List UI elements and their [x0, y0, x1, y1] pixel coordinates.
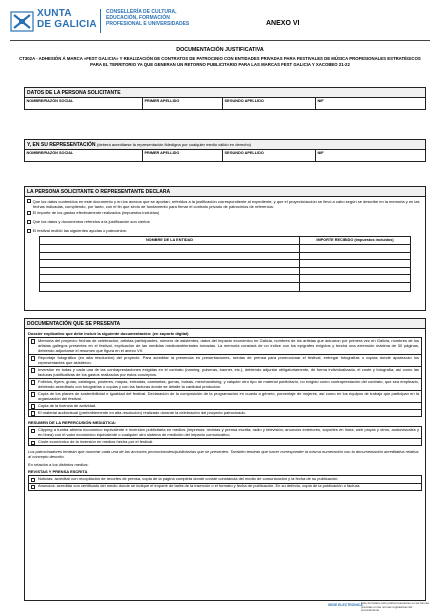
aid-amount-cell[interactable]	[300, 260, 410, 267]
declaration-text-1: Que los datos contenidos en este documento y en los anexos que se aportan, referidos a la justificación correspondiente al expediente, y que el proyecto/acción se llevó a cabo según se describe en la memoria y en las fechas indicadas, cumpliendo, por tanto, con el fin que sirvió de fundamento para firmar el contrato privado de patrocinios de referencia.	[32, 198, 420, 209]
dossier-checkbox-6[interactable]	[31, 404, 35, 408]
dossier-intro: Dossier explicativo que debe incluir la siguiente documentación: (en soporte digital)	[28, 330, 189, 336]
media-text-1: Clipping a tumba abierta económico equivalente e inversión publicitaria en medios (impresos: revistas y prensa escrita; radio y televisión; anuncios exteriores, soportes en línea, web propia y otros, audiovisuales y en línea) con el valor económico equivalente o cualquier otro sistema de medición del impacto comunicativo.	[38, 426, 419, 437]
media-checkbox-1[interactable]	[31, 429, 35, 433]
press-checkbox-1[interactable]	[31, 478, 35, 482]
aid-table-row	[40, 253, 410, 261]
aid-table-row	[40, 275, 410, 283]
representative-note: (deberá acreditarse la representación fidedigna por cualquier medio válido en derecho)	[96, 141, 252, 147]
media-checkbox-2[interactable]	[31, 441, 35, 445]
aid-entity-cell[interactable]	[40, 245, 300, 252]
declaration-section-title: LA PERSONA SOLICITANTE O REPRESENTANTE DECLARA	[25, 187, 425, 197]
documentation-section-title: DOCUMENTACIÓN QUE SE PRESENTA	[25, 319, 425, 329]
dossier-checkbox-3[interactable]	[31, 368, 35, 372]
representative-fields	[25, 150, 425, 161]
applicant-surname1-field[interactable]: PRIMER APELLIDO	[143, 98, 223, 109]
press-text-1: Noticias: acreditar con recopilación de recortes de prensa, copia de la página completa donde conste constancia del medio de comunicación y la fecha de su publicación.	[38, 476, 339, 482]
press-list	[28, 475, 422, 490]
aid-entity-cell[interactable]	[40, 260, 300, 267]
media-list	[28, 426, 422, 446]
department-line2: EDUCACIÓN, FORMACIÓN	[106, 15, 170, 21]
aid-amount-cell[interactable]	[300, 268, 410, 275]
aid-entity-cell[interactable]	[40, 268, 300, 275]
press-heading: REVISTAS Y PRENSA ESCRITA	[28, 468, 88, 474]
media-item-clipping	[29, 427, 421, 439]
declaration-checkbox-1[interactable]	[27, 199, 31, 203]
xunta-logo	[10, 8, 102, 36]
representative-nif-field[interactable]: NIF	[317, 151, 324, 156]
dossier-item-investment	[29, 367, 421, 379]
press-checkbox-2[interactable]	[31, 485, 35, 489]
aid-amount-cell[interactable]	[300, 253, 410, 260]
declaration-section	[24, 186, 426, 311]
aid-table	[39, 236, 411, 291]
aid-table-body	[40, 245, 410, 291]
aid-amount-cell[interactable]	[300, 245, 410, 252]
declaration-checkbox-2[interactable]	[27, 211, 31, 215]
logo-text	[37, 8, 97, 30]
representative-name-field[interactable]: NOMBRE/RAZÓN SOCIAL	[25, 150, 143, 161]
aid-entity-cell[interactable]	[40, 275, 300, 282]
media-text-2: Coste económico de la inversión en medios hecha por el festival.	[38, 438, 154, 444]
declaration-text-2: El importe de los gastos efectivamente realizados (impuestos incluidos)	[32, 210, 160, 216]
representative-surname1-field[interactable]: PRIMER APELLIDO	[143, 150, 223, 161]
footer	[328, 602, 428, 611]
declaration-checkbox-3[interactable]	[27, 220, 31, 224]
declaration-text-4: El festival recibió las siguientes ayudas o patrocinios:	[32, 228, 127, 234]
representative-section-title	[25, 140, 425, 150]
press-item-ads	[29, 484, 421, 490]
aid-entity-cell[interactable]	[40, 283, 300, 291]
aid-table-header	[40, 237, 410, 245]
dossier-checkbox-4[interactable]	[31, 380, 35, 384]
department-name	[106, 9, 189, 27]
logo-text-line1: XUNTA	[37, 8, 72, 19]
applicant-nif-field[interactable]: NIF	[317, 99, 324, 104]
dossier-checkbox-1[interactable]	[31, 339, 35, 343]
declaration-item-4	[25, 228, 425, 233]
applicant-section-title: DATOS DE LA PERSONA SOLICITANTE	[25, 88, 425, 98]
dossier-item-photos	[29, 355, 421, 367]
header-divider	[10, 40, 430, 41]
dossier-text-2: Reportaje fotográfico (en alta resolución) del proyecto. Para acreditar la presencia en presentaciones, ruedas de prensa para promocionar el festival, entregar fotografías o copias donde aparezcan los representantes que asistieron.	[38, 354, 419, 365]
declaration-item-2	[25, 210, 425, 215]
department-line3: PROFESIONAL E UNIVERSIDADES	[106, 21, 190, 27]
declaration-item-1	[25, 199, 425, 209]
dossier-text-7: El material audiovisual (preferiblemente en alta resolución) realizado durante la celebración del proyecto patrocinado.	[38, 409, 246, 415]
dossier-item-equality-plans	[29, 391, 421, 403]
dossier-text-5: Copia de los planes de sostenibilidad e igualdad del festival. Declaración de la composición de la programación en cuanto a género, porcentaje de mujeres, así como en los equipos de trabajo que participan en la organización del festival.	[38, 390, 419, 401]
declaration-checkbox-4[interactable]	[27, 229, 31, 233]
footer-note: Este formulario sólo podrá presentarse en las formas previstas en las normas reguladoras del procedimiento.	[361, 601, 429, 612]
applicant-section	[24, 87, 426, 110]
dossier-checkbox-5[interactable]	[31, 392, 35, 396]
dossier-item-promo-material	[29, 379, 421, 391]
aid-table-header-entity: NOMBRE DE LA ENTIDAD	[40, 237, 300, 244]
sponsor-numbering-note: Los patrocinadores tendrán que numerar cada una de las acciones promocionales/publicitarias que se presenten. También tendrán que hacer corresponder la misma numeración con la documentación acreditativa relativa al concepto descrito.	[28, 448, 419, 459]
aid-amount-cell[interactable]	[300, 275, 410, 282]
document-title: DOCUMENTACIÓN JUSTIFICATIVA	[176, 47, 264, 53]
aid-table-header-amount: IMPORTE RECIBIDO (impuestos incluidos)	[316, 238, 394, 243]
sede-electronica-logo: SEDE ELECTRÓNICA	[328, 603, 363, 607]
dossier-checkbox-2[interactable]	[31, 356, 35, 360]
documentation-section	[24, 318, 426, 601]
press-text-2: Anuncios: acreditar con certificado del medio donde se indique el importe de tarifa de la inserción o el formato y fecha de publicación. En su defecto, copia de la publicación o factura.	[38, 483, 361, 489]
media-intro: En relación a los distintos medios:	[28, 461, 89, 467]
media-item-cost	[29, 439, 421, 445]
aid-table-row	[40, 283, 410, 291]
dossier-list	[28, 337, 422, 417]
aid-table-row	[40, 260, 410, 268]
aid-table-row	[40, 268, 410, 276]
dossier-text-4: Folletos, flyers, guías, catálogos, pósteres, mapas, entradas, camisetas, gorras, bolsas, merchandising, y calquier otro tipo de material publicitario, no exigido como contraprestación del contrato, que sea empleado, debiendo acreditarlo con fotografías o copias y con las facturas donde se detalle la cantidad producida.	[38, 378, 419, 389]
representative-section	[24, 139, 426, 162]
applicant-name-field[interactable]: NOMBRE/RAZÓN SOCIAL	[25, 98, 143, 109]
representative-title-text: Y, EN SU REPRESENTACIÓN	[27, 141, 96, 148]
dossier-item-audiovisual	[29, 410, 421, 416]
declaration-text-3: Que los datos y documentos referidos a la justificación son ciertos	[32, 219, 150, 225]
dossier-item-report	[29, 338, 421, 355]
document-subtitle: CT302A - ADHESIÓN Á MARCA «FEST GALICIA» Y REALIZACIÓN DE CONTRATOS DE PATROCINIO CON ENTIDADES PRIVADAS PARA FESTIVALES DE MÚSICA PROFESIONALES ESTRATÉGICOS PARA EL TERRITORIO YA QUE GENERAN UN RETORNO PUBLICITARIO PARA LAS MARCAS FEST GALICIA Y XACOBEO 21-22	[19, 56, 421, 67]
applicant-surname2-field[interactable]: SEGUNDO APELLIDO	[223, 98, 316, 109]
applicant-fields	[25, 98, 425, 109]
header	[10, 6, 430, 42]
representative-surname2-field[interactable]: SEGUNDO APELLIDO	[223, 150, 316, 161]
department-line1: CONSELLERÍA DE CULTURA,	[106, 9, 177, 15]
media-heading: RESUMEN DE LA REPERCUSIÓN MEDIÁTICA:	[28, 419, 117, 425]
annex-label: ANEXO VI	[266, 20, 300, 27]
dossier-text-1: Memoria del proyecto: fechas de celebración, artistas participantes, número de asistentes, datos del impacto económico en Galicia, nombres de los artistas que actuaron por primera vez en Galicia, nombres de los artistas gallegos presentes en el festival, explicación de las medidas medioambientales tomadas. La memoria constará de un índice con los epígrafes exigidos y tendrá una extensión máxima de 30 páginas, debiendo adjuntarse el resumen que figura en el anexo VII.	[38, 337, 419, 353]
dossier-checkbox-7[interactable]	[31, 411, 35, 415]
aid-amount-cell[interactable]	[300, 283, 410, 291]
aid-entity-cell[interactable]	[40, 253, 300, 260]
declaration-item-3	[25, 219, 425, 224]
dossier-text-3: Inversión en todas y cada una de las contraprestaciones exigidas en el contrato (naming, pulseras, banner, etc.), debiendo adjuntar obligatoriamente, de forma individualizada, el coste y fotografía, así como las facturas justificativas de los gastos realizados por estos conceptos.	[38, 366, 419, 377]
logo-separator	[100, 9, 101, 33]
dossier-text-6: Copia de la licencia de actividad.	[38, 402, 97, 408]
logo-text-line2: DE GALICIA	[37, 19, 97, 30]
aid-table-row	[40, 245, 410, 253]
xunta-emblem-icon	[10, 11, 34, 32]
